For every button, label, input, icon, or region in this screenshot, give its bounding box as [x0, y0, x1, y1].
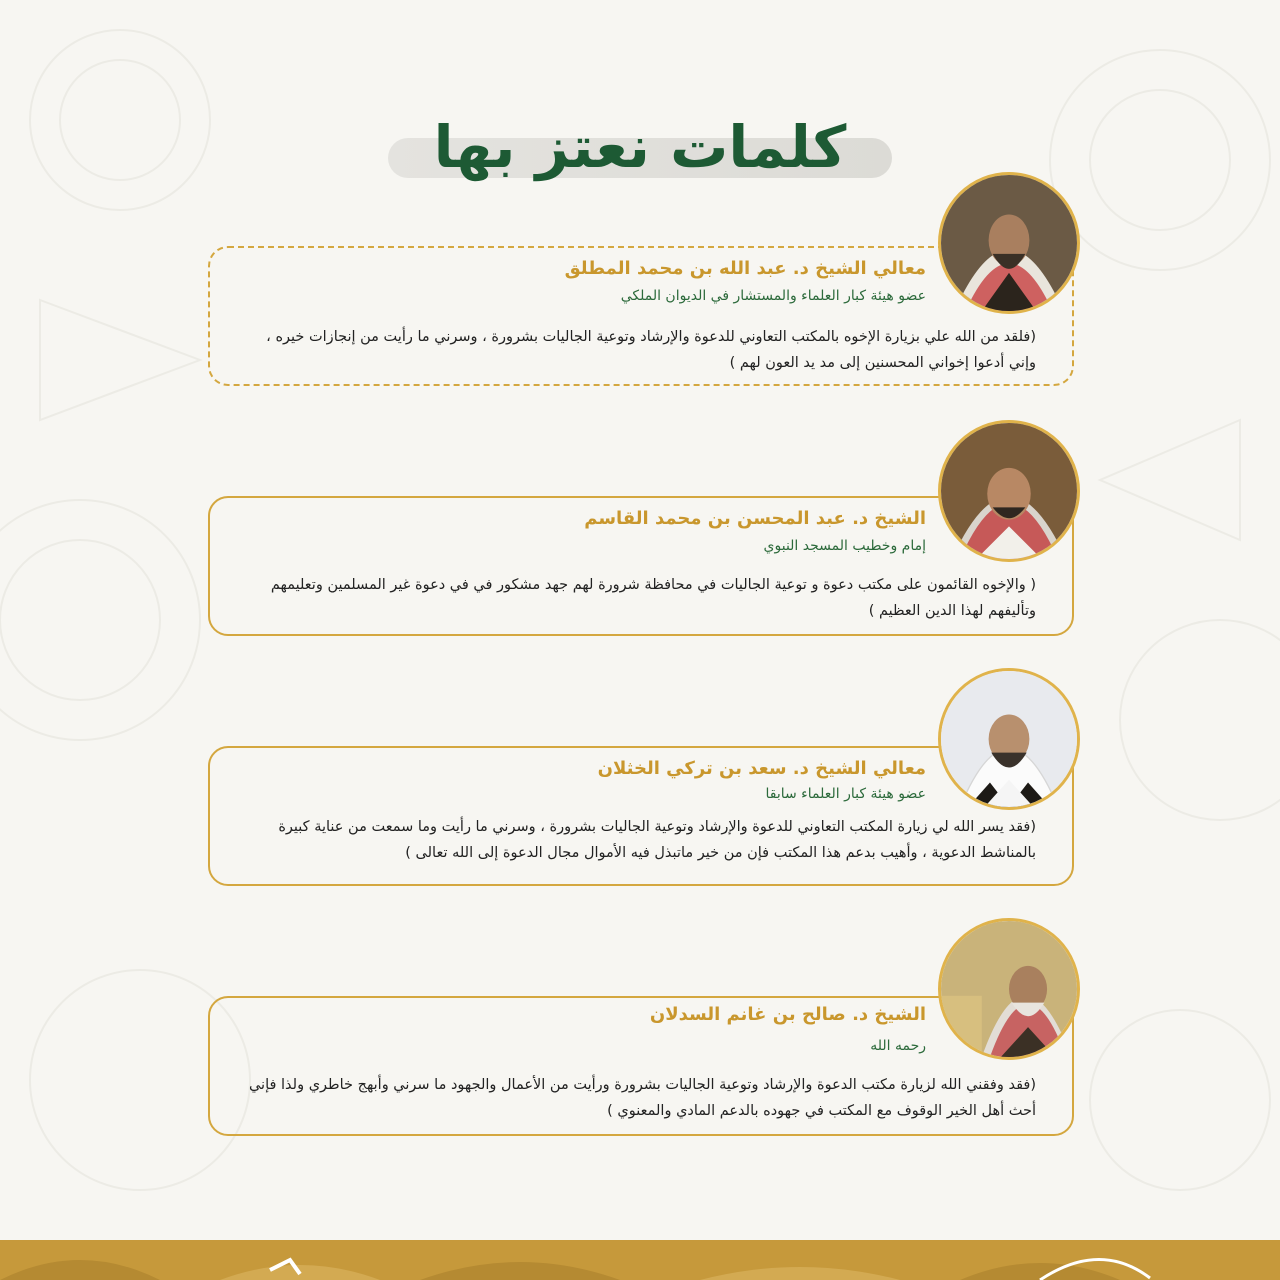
testimonial-quote: (فلقد من الله علي بزيارة الإخوه بالمكتب التعاوني للدعوة والإرشاد وتوعية الجاليات بشرورة ، وسرني ما رأيت من إنجازات خيره ، وإني أدعوا إخواني المحسنين إلى مد يد العون لهم ): [266, 329, 1036, 371]
testimonial-role: رحمه الله: [870, 1038, 926, 1054]
testimonial-quote: ( والإخوه القائمون على مكتب دعوة و توعية الجاليات في محافظة شرورة لهم جهد مشكور في في دعوة غير المسلمين وتعليمهم وتأليفهم لهذا الدين العظيم ): [270, 577, 1036, 619]
portrait-avatar-2: [938, 420, 1080, 562]
portrait-avatar-4: [938, 918, 1080, 1060]
portrait-icon: [941, 671, 1077, 807]
testimonial-role: عضو هيئة كبار العلماء والمستشار في الديوان الملكي: [620, 288, 926, 304]
footer-decorative-band: [0, 1240, 1280, 1280]
testimonial-role: عضو هيئة كبار العلماء سابقا: [765, 786, 926, 802]
portrait-icon: [941, 175, 1077, 311]
page-title: كلمات نعتز بها: [433, 113, 847, 181]
portrait-avatar-3: [938, 668, 1080, 810]
testimonial-name: الشيخ د. صالح بن غانم السدلان: [649, 1004, 926, 1025]
testimonial-name: الشيخ د. عبد المحسن بن محمد القاسم: [584, 508, 926, 529]
testimonial-name: معالي الشيخ د. سعد بن تركي الخثلان: [597, 758, 926, 779]
portrait-icon: [941, 921, 1077, 1057]
testimonial-name: معالي الشيخ د. عبد الله بن محمد المطلق: [564, 258, 926, 279]
testimonial-quote: (فقد يسر الله لي زيارة المكتب التعاوني للدعوة والإرشاد وتوعية الجاليات بشرورة ، وسرني ما رأيت وما سمعت من عناية كبيرة بالمناشط الدعوية ، وأهيب بدعم هذا المكتب فإن من خير ماتبذل فيه الأموال مجال الدعوة إلى الله تعالى ): [278, 819, 1036, 861]
testimonial-quote: (فقد وفقني الله لزيارة مكتب الدعوة والإرشاد وتوعية الجاليات بشرورة ورأيت من الأعمال والجهود ما سرني وأبهج خاطري ولذا فإني أحث أهل الخير الوقوف مع المكتب في جهوده بالدعم المادي والمعنوي ): [248, 1077, 1036, 1119]
portrait-icon: [941, 423, 1077, 559]
testimonial-role: إمام وخطيب المسجد النبوي: [763, 538, 926, 554]
portrait-avatar-1: [938, 172, 1080, 314]
